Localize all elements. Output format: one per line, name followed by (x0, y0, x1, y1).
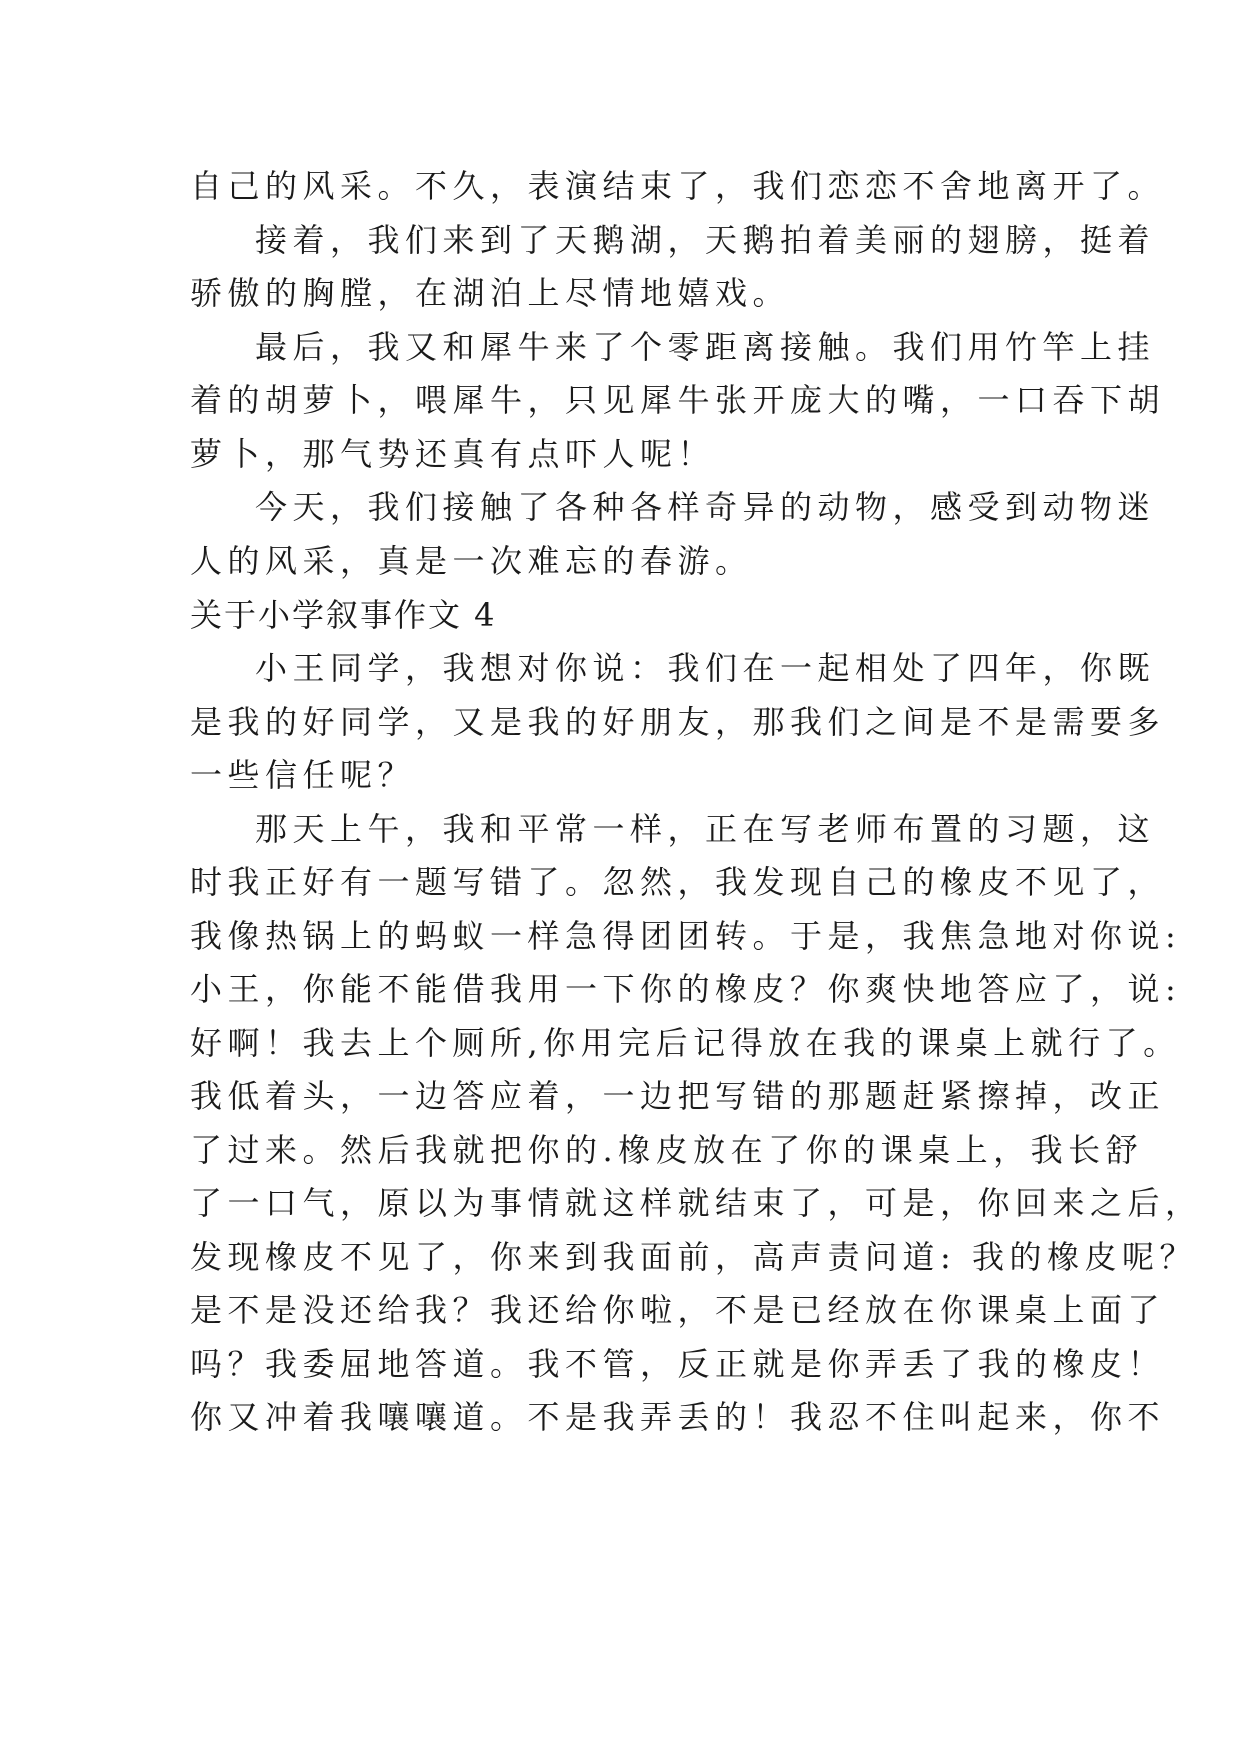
paragraph-first-line: 今天，我们接触了各种各样奇异的动物，感受到动物迷 (255, 488, 1156, 526)
paragraph-line: 吗？我委屈地答道。我不管，反正就是你弄丢了我的橡皮！ (190, 1345, 1166, 1383)
paragraph-line: 时我正好有一题写错了。忽然，我发现自己的橡皮不见了， (190, 863, 1166, 901)
section-heading: 关于小学叙事作文 4 (190, 596, 497, 634)
paragraph-first-line: 最后，我又和犀牛来了个零距离接触。我们用竹竿上挂 (255, 328, 1156, 366)
paragraph-line: 人的风采，真是一次难忘的春游。 (190, 542, 753, 580)
paragraph-line: 好啊！我去上个厕所,你用完后记得放在我的课桌上就行了。 (190, 1024, 1181, 1062)
paragraph-first-line: 接着，我们来到了天鹅湖，天鹅拍着美丽的翅膀，挺着 (255, 221, 1156, 259)
paragraph-line: 是不是没还给我？我还给你啦，不是已经放在你课桌上面了 (190, 1291, 1166, 1329)
paragraph-line: 了过来。然后我就把你的.橡皮放在了你的课桌上，我长舒 (190, 1131, 1144, 1169)
paragraph-line: 着的胡萝卜，喂犀牛，只见犀牛张开庞大的嘴，一口吞下胡 (190, 381, 1166, 419)
paragraph-line: 萝卜，那气势还真有点吓人呢！ (190, 435, 716, 473)
paragraph-line: 一些信任呢？ (190, 756, 416, 794)
paragraph-line: 我低着头，一边答应着，一边把写错的那题赶紧擦掉，改正 (190, 1077, 1166, 1115)
paragraph-first-line: 小王同学，我想对你说：我们在一起相处了四年，你既 (255, 649, 1156, 687)
paragraph-line: 发现橡皮不见了，你来到我面前，高声责问道: 我的橡皮呢？ (190, 1238, 1197, 1276)
paragraph-first-line: 那天上午，我和平常一样，正在写老师布置的习题，这 (255, 810, 1156, 848)
paragraph-line: 了一口气，原以为事情就这样就结束了，可是，你回来之后， (190, 1184, 1203, 1222)
paragraph-line: 骄傲的胸膛，在湖泊上尽情地嬉戏。 (190, 274, 791, 312)
paragraph-line: 自己的风采。不久，表演结束了，我们恋恋不舍地离开了。 (190, 167, 1166, 205)
paragraph-line: 你又冲着我嚷嚷道。不是我弄丢的！我忍不住叫起来，你不 (190, 1398, 1166, 1436)
paragraph-line: 小王，你能不能借我用一下你的橡皮？你爽快地答应了，说: (190, 970, 1182, 1008)
paragraph-line: 是我的好同学，又是我的好朋友，那我们之间是不是需要多 (190, 703, 1166, 741)
paragraph-line: 我像热锅上的蚂蚁一样急得团团转。于是，我焦急地对你说: (190, 917, 1182, 955)
